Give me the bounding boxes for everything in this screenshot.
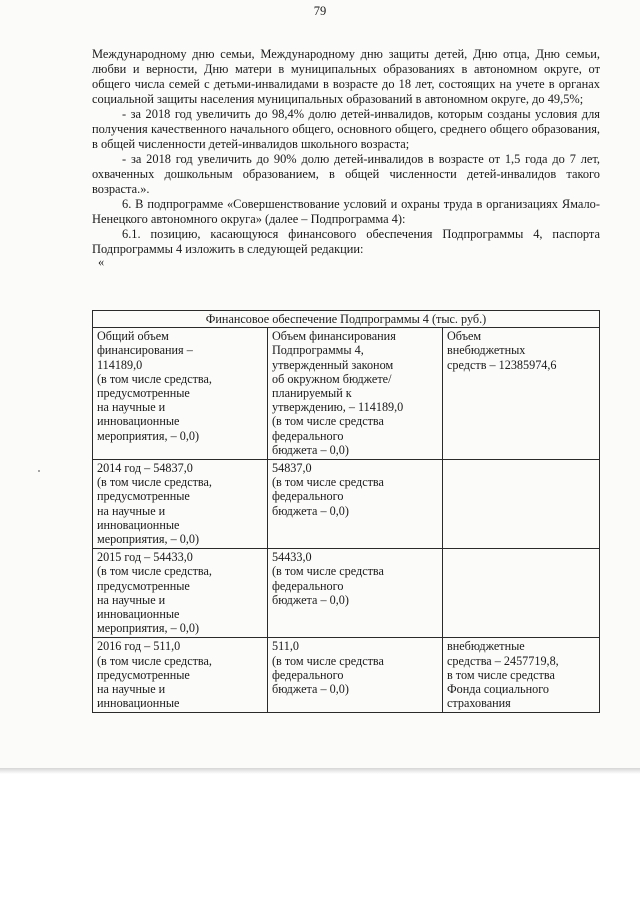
cell-line: 54837,0 xyxy=(272,461,312,476)
cell-line: на научные и xyxy=(97,682,166,697)
cell-line: 54433,0 xyxy=(272,550,312,565)
cell-line: 511,0 xyxy=(272,639,299,654)
cell-line: инновационные xyxy=(97,414,180,429)
table-cell xyxy=(93,460,268,549)
section-6-heading: 6. В подпрограмме «Совершенствование условий и охраны труда в организациях Ямало-Ненецкого автономного округа» (далее – Подпрограмма 4): xyxy=(92,197,600,226)
table-header: Финансовое обеспечение Подпрограммы 4 (тыс. руб.) xyxy=(93,311,600,328)
table-cell xyxy=(268,328,443,460)
cell-line: мероприятия, – 0,0) xyxy=(97,532,200,547)
cell-line: (в том числе средства, xyxy=(97,564,212,579)
cell-line: страхования xyxy=(447,696,511,711)
paragraph-continuation: Международному дню семьи, Международному дню защиты детей, Дню отца, Дню семьи, любви и верности, Дню матери в муниципальных образованиях в автономном округе, от общего числа семей с детьми-инвалидами в возрасте до 18 лет, состоящих на учете в органах социальной защиты населения муниципальных образований в автономном округе, до 49,5%; xyxy=(92,47,600,106)
table-cell xyxy=(268,638,443,713)
cell-line: инновационные xyxy=(97,696,180,711)
table-header-row xyxy=(93,311,600,328)
cell-line: предусмотренные xyxy=(97,489,190,504)
table-cell xyxy=(268,549,443,638)
table-row xyxy=(93,549,600,638)
cell-line: (в том числе средства xyxy=(272,414,384,429)
cell-line: мероприятия, – 0,0) xyxy=(97,428,200,443)
scan-artifact xyxy=(38,470,40,472)
table-cell xyxy=(268,460,443,549)
table-cell xyxy=(93,328,268,460)
table-row xyxy=(93,328,600,460)
cell-line: 2014 год – 54837,0 xyxy=(97,461,193,476)
cell-line: (в том числе средства xyxy=(272,564,384,579)
cell-line: внебюджетных xyxy=(447,343,526,358)
cell-line: Общий объем xyxy=(97,329,169,344)
table-cell xyxy=(93,638,268,713)
cell-line: утвержденный законом xyxy=(272,357,394,372)
cell-line: 114189,0 xyxy=(97,357,143,372)
cell-line: федерального xyxy=(272,489,344,504)
table-row xyxy=(93,638,600,713)
cell-line: планируемый к xyxy=(272,386,352,401)
section-6-1-text: 6.1. позицию, касающуюся финансового обеспечения Подпрограммы 4, паспорта Подпрограммы 4 изложить в следующей редакции: xyxy=(92,227,600,256)
cell-line: на научные и xyxy=(97,592,166,607)
cell-line: инновационные xyxy=(97,607,180,622)
cell-line: бюджета – 0,0) xyxy=(272,503,349,518)
cell-line: бюджета – 0,0) xyxy=(272,682,349,697)
cell-line: в том числе средства xyxy=(447,667,555,682)
table-cell xyxy=(443,460,600,549)
cell-line: средств – 12385974,6 xyxy=(447,357,557,372)
table-cell xyxy=(93,549,268,638)
cell-line: мероприятия, – 0,0) xyxy=(97,621,200,636)
cell-line: предусмотренные xyxy=(97,578,190,593)
cell-line: федерального xyxy=(272,667,344,682)
cell-line: предусмотренные xyxy=(97,386,190,401)
cell-line: (в том числе средства, xyxy=(97,653,212,668)
list-item-preschool-coverage: - за 2018 год увеличить до 90% долю детей-инвалидов в возрасте от 1,5 года до 7 лет, охваченных дошкольным образованием, в общей численности детей-инвалидов такого возраста.». xyxy=(92,152,600,196)
cell-line: утверждению, – 114189,0 xyxy=(272,400,404,415)
cell-line: бюджета – 0,0) xyxy=(272,592,349,607)
page-number: 79 xyxy=(313,4,327,18)
cell-line: 2015 год – 54433,0 xyxy=(97,550,193,565)
cell-line: Фонда социального xyxy=(447,682,550,697)
cell-line: бюджета – 0,0) xyxy=(272,442,349,457)
cell-line: Подпрограммы 4, xyxy=(272,343,364,358)
cell-line: предусмотренные xyxy=(97,667,190,682)
cell-line: (в том числе средства xyxy=(272,653,384,668)
opening-quote: « xyxy=(98,255,105,269)
cell-line: на научные и xyxy=(97,503,166,518)
table-cell xyxy=(443,638,600,713)
cell-line: Объем финансирования xyxy=(272,329,396,344)
cell-line: (в том числе средства xyxy=(272,475,384,490)
cell-line: (в том числе средства, xyxy=(97,475,212,490)
cell-line: финансирования – xyxy=(97,343,193,358)
table-cell xyxy=(443,549,600,638)
cell-line: федерального xyxy=(272,578,344,593)
cell-line: (в том числе средства, xyxy=(97,371,212,386)
list-item-disabled-children-education: - за 2018 год увеличить до 98,4% долю детей-инвалидов, которым созданы условия для получения качественного начального общего, основного общего, среднего общего образования, в общей численности детей-инвалидов школьного возраста; xyxy=(92,107,600,151)
table-cell xyxy=(443,328,600,460)
cell-line: федерального xyxy=(272,428,344,443)
cell-line: на научные и xyxy=(97,400,166,415)
cell-line: средства – 2457719,8, xyxy=(447,653,559,668)
cell-line: 2016 год – 511,0 xyxy=(97,639,181,654)
cell-line: внебюджетные xyxy=(447,639,525,654)
table-row xyxy=(93,460,600,549)
page-edge xyxy=(0,768,640,774)
cell-line: инновационные xyxy=(97,517,180,532)
document-body xyxy=(92,47,600,269)
financing-table xyxy=(92,310,600,713)
cell-line: об окружном бюджете/ xyxy=(272,371,392,386)
cell-line: Объем xyxy=(447,329,482,344)
